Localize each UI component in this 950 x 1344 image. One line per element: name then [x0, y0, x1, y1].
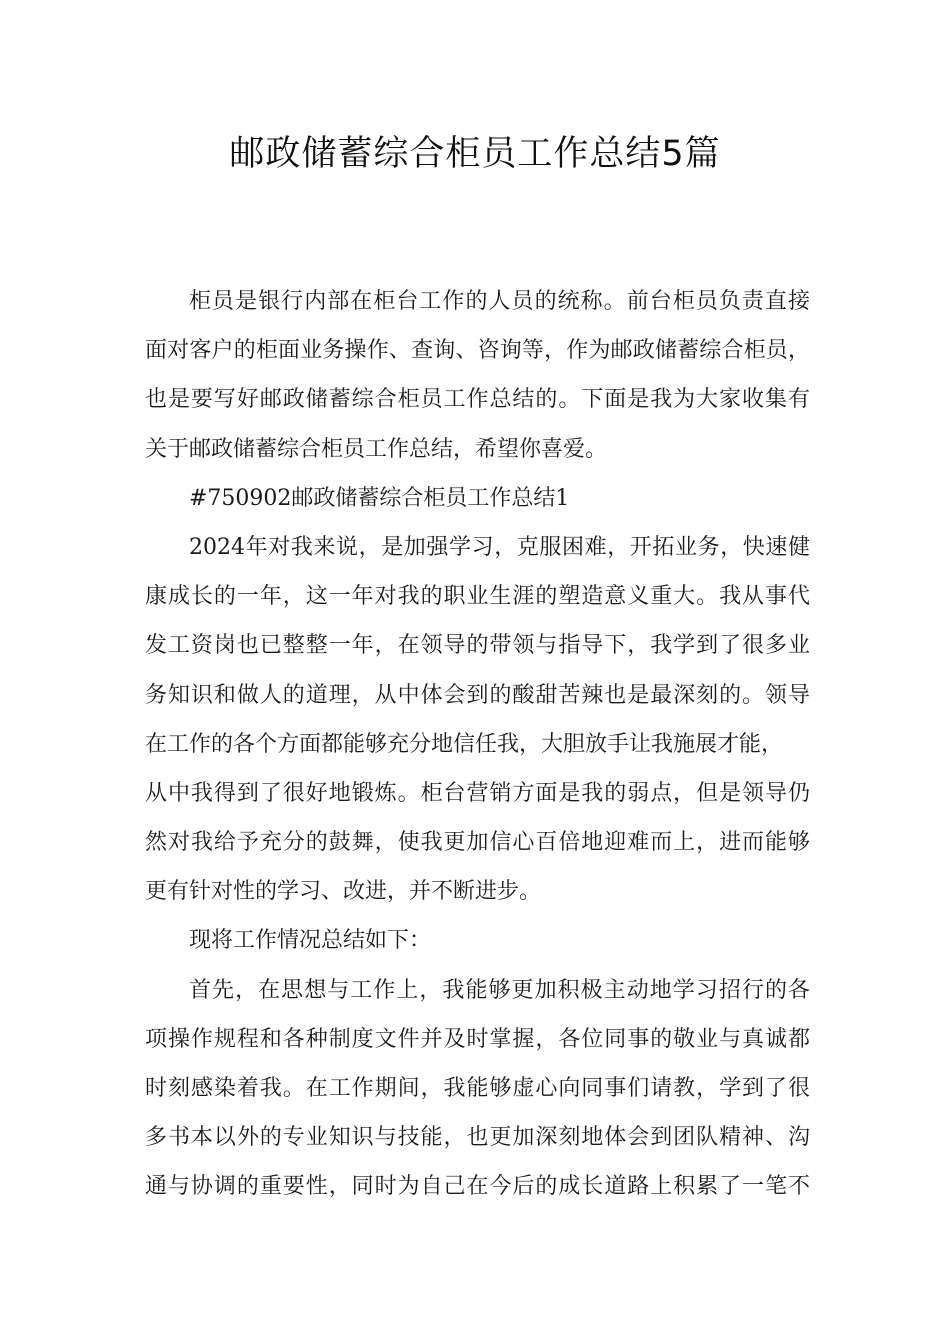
paragraph-line: 2024年对我来说，是加强学习，克服困难，开拓业务，快速健	[189, 534, 810, 560]
paragraph-line: 通与协调的重要性，同时为自己在今后的成长道路上积累了一笔不	[145, 1174, 810, 1200]
paragraph-line: 更有针对性的学习、改进，并不断进步。	[145, 879, 542, 905]
paragraph-line: 首先，在思想与工作上，我能够更加积极主动地学习招行的各	[189, 977, 810, 1003]
paragraph-line: 时刻感染着我。在工作期间，我能够虚心向同事们请教，学到了很	[145, 1076, 810, 1101]
paragraph-line: 关于邮政储蓄综合柜员工作总结，希望你喜爱。	[145, 436, 608, 462]
paragraph-line: 然对我给予充分的鼓舞，使我更加信心百倍地迎难而上，进而能够	[145, 830, 810, 856]
paragraph-line: 也是要写好邮政储蓄综合柜员工作总结的。下面是我为大家收集有	[145, 387, 810, 413]
paragraph-line: 务知识和做人的道理，从中体会到的酸甜苦辣也是最深刻的。领导	[145, 682, 810, 708]
section-heading: #750902邮政储蓄综合柜员工作总结1	[189, 485, 570, 511]
document-title: 邮政储蓄综合柜员工作总结5篇	[229, 134, 721, 174]
paragraph-line: 面对客户的柜面业务操作、查询、咨询等，作为邮政储蓄综合柜员，	[145, 338, 810, 364]
paragraph-line: 项操作规程和各种制度文件并及时掌握，各位同事的敬业与真诚都	[145, 1026, 810, 1052]
paragraph-line: 康成长的一年，这一年对我的职业生涯的塑造意义重大。我从事代	[145, 584, 810, 610]
paragraph-line: 多书本以外的专业知识与技能，也更加深刻地体会到团队精神、沟	[145, 1125, 810, 1151]
paragraph-line: 在工作的各个方面都能够充分地信任我，大胆放手让我施展才能，	[145, 731, 784, 757]
paragraph-line: 柜员是银行内部在柜台工作的人员的统称。前台柜员负责直接	[189, 289, 810, 314]
document-body	[145, 284, 810, 1219]
paragraph-line: 现将工作情况总结如下：	[189, 928, 432, 954]
paragraph-line: 发工资岗也已整整一年，在领导的带领与指导下，我学到了很多业	[145, 633, 810, 659]
paragraph-line: 从中我得到了很好地锻炼。柜台营销方面是我的弱点，但是领导仍	[145, 780, 810, 806]
